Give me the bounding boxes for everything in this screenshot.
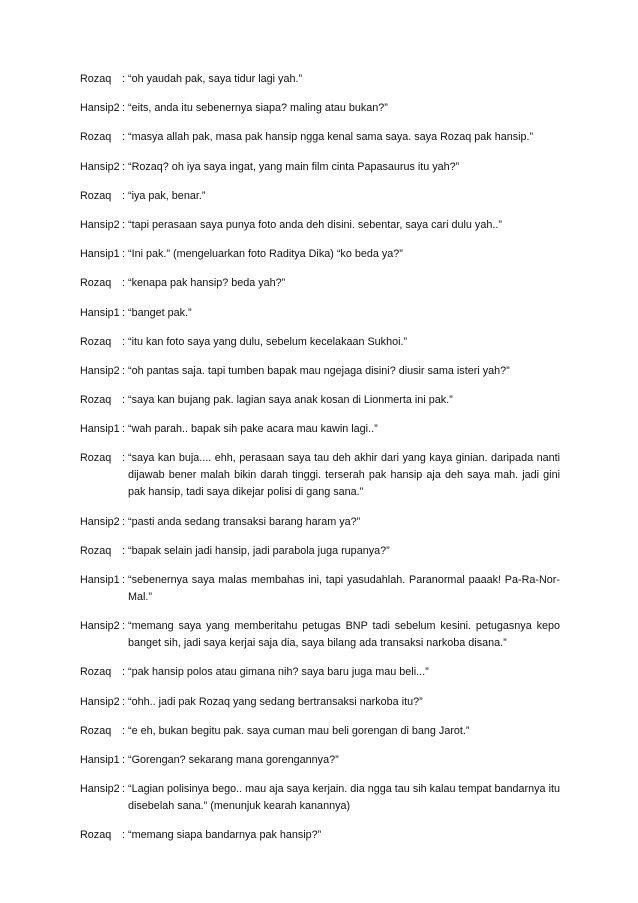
speaker-name: Hansip1	[80, 423, 120, 436]
dialogue-line	[80, 543, 560, 560]
dialogue-line	[80, 217, 560, 234]
dialogue-line	[80, 752, 560, 769]
speaker-separator: :	[122, 574, 125, 586]
speaker-name: Hansip2	[80, 620, 120, 633]
speaker-name: Rozaq	[80, 666, 112, 679]
speaker-name: Hansip2	[80, 160, 120, 173]
speaker-separator: :	[122, 753, 125, 766]
dialogue-text: “bapak selain jadi hansip, jadi parabola juga rupanya?”	[128, 544, 390, 557]
dialogue-line	[80, 363, 560, 380]
dialogue-text: “itu kan foto saya yang dulu, sebelum kecelakaan Sukhoi.”	[128, 335, 408, 348]
dialogue-line	[80, 159, 560, 176]
dialogue-line	[80, 305, 560, 322]
dialogue-text: “memang siapa bandarnya pak hansip?”	[128, 829, 322, 842]
speaker-name: Hansip1	[80, 306, 120, 319]
speaker-separator: :	[122, 131, 125, 144]
speaker-name: Hansip2	[80, 364, 120, 377]
speaker-name: Rozaq	[80, 452, 112, 465]
dialogue-line	[80, 618, 560, 652]
dialogue-line	[80, 781, 560, 815]
speaker-name: Rozaq	[80, 544, 112, 557]
speaker-separator: :	[122, 277, 125, 290]
dialogue-line	[80, 450, 560, 501]
speaker-name: Hansip1	[80, 753, 120, 766]
dialogue-line	[80, 827, 560, 844]
speaker-separator: :	[122, 160, 125, 173]
speaker-name: Hansip1	[80, 248, 120, 261]
dialogue-line	[80, 572, 560, 606]
speaker-separator: :	[122, 102, 125, 115]
dialogue-text: “pasti anda sedang transaksi barang haram ya?”	[128, 515, 361, 528]
dialogue-line	[80, 421, 560, 438]
dialogue-line	[80, 275, 560, 292]
speaker-name: Hansip2	[80, 783, 120, 796]
dialogue-text: “Gorengan? sekarang mana gorengannya?”	[128, 753, 339, 766]
dialogue-text: “oh pantas saja. tapi tumben bapak mau ngejaga disini? diusir sama isteri yah?”	[128, 364, 510, 377]
speaker-name: Rozaq	[80, 394, 112, 407]
speaker-separator: :	[122, 829, 125, 842]
dialogue-text: “kenapa pak hansip? beda yah?”	[128, 277, 286, 290]
speaker-separator: :	[122, 620, 125, 633]
dialogue-text: “eits, anda itu sebenernya siapa? maling atau bukan?”	[128, 102, 388, 115]
dialogue-text: “masya allah pak, masa pak hansip ngga kenal sama saya. saya Rozaq pak hansip.”	[128, 131, 534, 144]
speaker-name: Rozaq	[80, 829, 112, 842]
speaker-name: Rozaq	[80, 277, 112, 290]
dialogue-text: “Rozaq? oh iya saya ingat, yang main film cinta Papasaurus itu yah?”	[128, 160, 460, 173]
dialogue-line	[80, 723, 560, 740]
dialogue-text: “saya kan bujang pak. lagian saya anak kosan di Lionmerta ini pak.”	[128, 394, 453, 407]
speaker-name: Rozaq	[80, 189, 112, 202]
dialogue-text: “oh yaudah pak, saya tidur lagi yah.”	[128, 73, 303, 85]
speaker-separator: :	[122, 695, 125, 708]
speaker-separator: :	[122, 452, 125, 465]
dialogue-line	[80, 246, 560, 263]
speaker-separator: :	[122, 783, 125, 796]
speaker-name: Hansip2	[80, 515, 120, 528]
speaker-separator: :	[122, 73, 125, 85]
speaker-name: Hansip2	[80, 102, 120, 115]
dialogue-text: “iya pak, benar.”	[128, 189, 206, 202]
dialogue-text: “banget pak.”	[128, 306, 192, 319]
speaker-separator: :	[122, 218, 125, 231]
speaker-name: Rozaq	[80, 131, 112, 144]
dialogue-line	[80, 100, 560, 117]
speaker-separator: :	[122, 724, 125, 737]
dialogue-script	[80, 71, 560, 857]
dialogue-line	[80, 514, 560, 531]
speaker-name: Hansip2	[80, 218, 120, 231]
speaker-separator: :	[122, 335, 125, 348]
dialogue-text: “ohh.. jadi pak Rozaq yang sedang bertransaksi narkoba itu?”	[128, 695, 423, 708]
dialogue-line	[80, 392, 560, 409]
speaker-separator: :	[122, 189, 125, 202]
speaker-separator: :	[122, 666, 125, 679]
dialogue-text: “memang saya yang memberitahu petugas BNP tadi sebelum kesini. petugasnya kepo banget sih, jadi saya kerjai saja dia, saya bilang ada transaksi narkoba disana.”	[128, 620, 560, 650]
dialogue-line	[80, 694, 560, 711]
speaker-name: Rozaq	[80, 73, 112, 85]
speaker-name: Rozaq	[80, 335, 112, 348]
dialogue-text: “pak hansip polos atau gimana nih? saya baru juga mau beli...”	[128, 666, 429, 679]
dialogue-text: “saya kan buja.... ehh, perasaan saya tau deh akhir dari yang kaya ginian. daripada nanti dijawab bener malah bikin darah tinggi. terserah pak hansip aja deh saya mah. jadi gini pak hansip, tadi saya dikejar polisi di gang sana.”	[128, 452, 560, 499]
speaker-name: Rozaq	[80, 724, 112, 737]
speaker-separator: :	[122, 306, 125, 319]
dialogue-line	[80, 71, 560, 88]
speaker-separator: :	[122, 364, 125, 377]
speaker-separator: :	[122, 515, 125, 528]
dialogue-line	[80, 129, 560, 146]
dialogue-text: “Lagian polisinya bego.. mau aja saya kerjain. dia ngga tau sih kalau tempat bandarnya itu disebelah sana.” (menunjuk kearah kanannya)	[128, 783, 560, 813]
speaker-separator: :	[122, 423, 125, 436]
speaker-name: Hansip2	[80, 695, 120, 708]
dialogue-line	[80, 334, 560, 351]
speaker-name: Hansip1	[80, 574, 120, 586]
dialogue-text: “Ini pak.” (mengeluarkan foto Raditya Dika) “ko beda ya?”	[128, 248, 403, 261]
speaker-separator: :	[122, 248, 125, 261]
dialogue-text: “e eh, bukan begitu pak. saya cuman mau beli gorengan di bang Jarot.”	[128, 724, 470, 737]
dialogue-text: “sebenernya saya malas membahas ini, tapi yasudahlah. Paranormal paaak! Pa-Ra-Nor-Mal.”	[128, 574, 560, 603]
dialogue-line	[80, 188, 560, 205]
speaker-separator: :	[122, 544, 125, 557]
dialogue-line	[80, 664, 560, 681]
dialogue-text: “wah parah.. bapak sih pake acara mau kawin lagi..”	[128, 423, 378, 436]
dialogue-text: “tapi perasaan saya punya foto anda deh disini. sebentar, saya cari dulu yah..”	[128, 218, 502, 231]
speaker-separator: :	[122, 394, 125, 407]
